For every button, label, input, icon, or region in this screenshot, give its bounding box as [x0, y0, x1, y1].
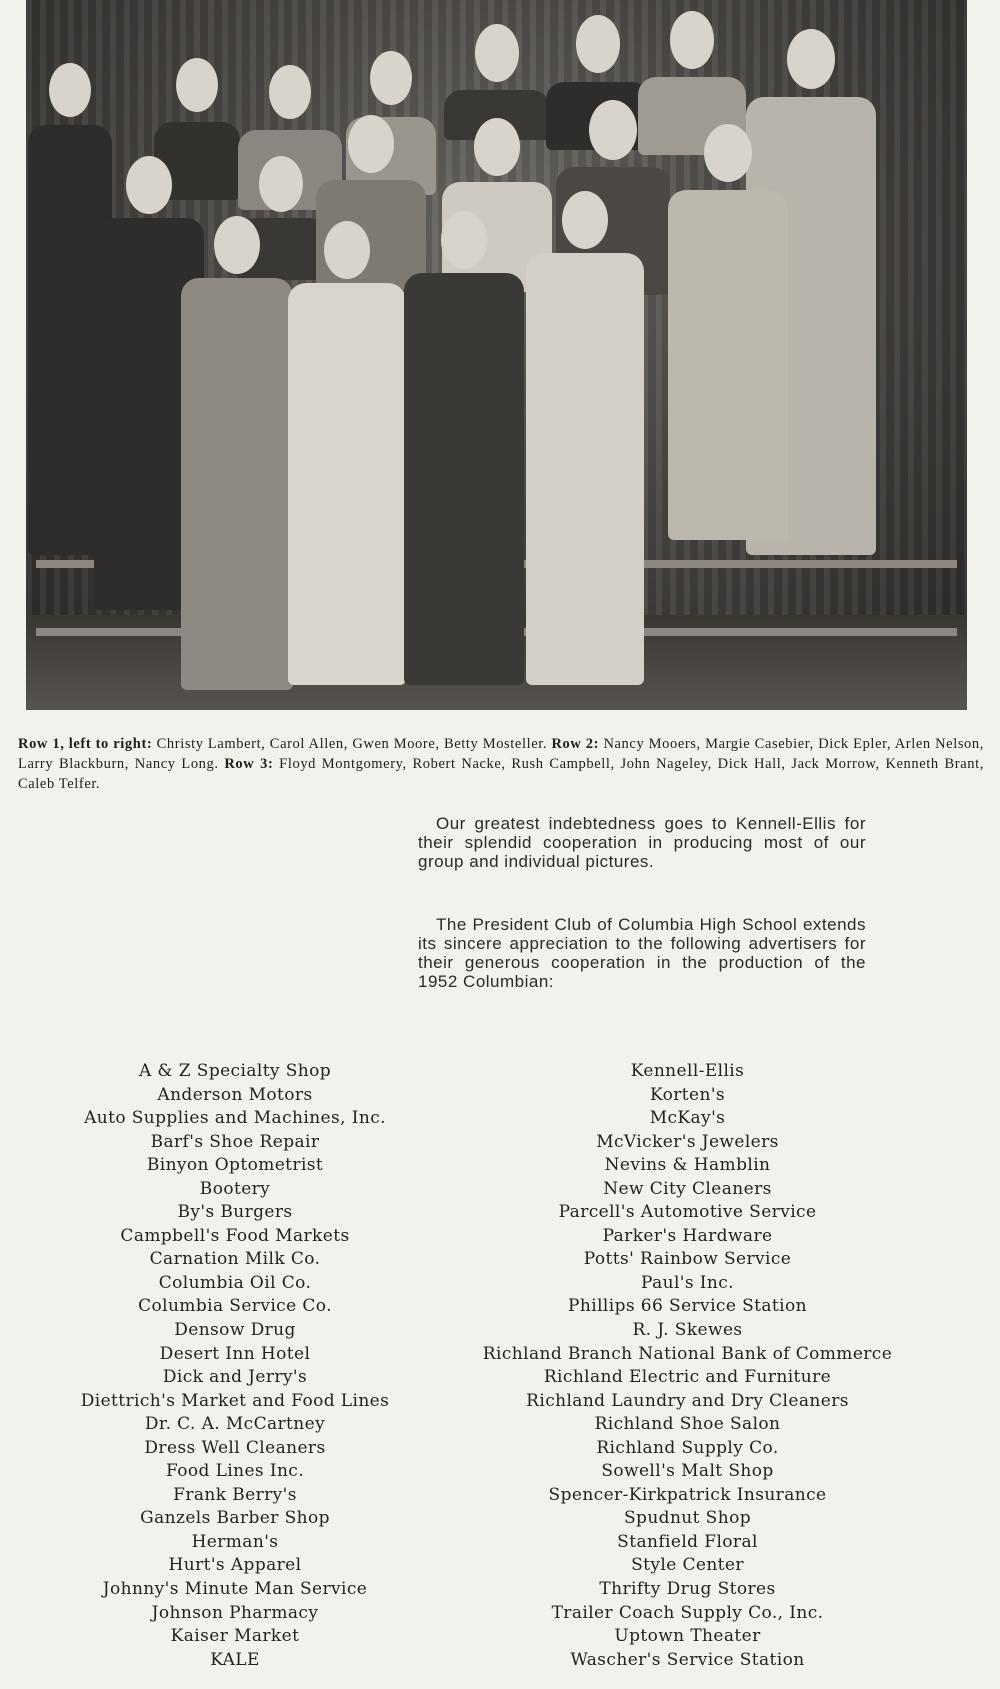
- advertiser-name: Richland Electric and Furniture: [543, 1367, 832, 1388]
- person-figure: [668, 120, 788, 540]
- advertiser-name: Kaiser Market: [170, 1626, 300, 1647]
- advertiser-list-right: [450, 1060, 925, 1672]
- advertiser-name: Diettrich's Market and Food Lines: [80, 1390, 390, 1411]
- advertiser-name: Dr. C. A. McCartney: [144, 1414, 326, 1435]
- advertiser-name: Dress Well Cleaners: [144, 1437, 326, 1458]
- advertiser-name: Densow Drug: [174, 1320, 296, 1341]
- advertiser-name: Ganzels Barber Shop: [140, 1508, 330, 1529]
- advertiser-name: Campbell's Food Markets: [120, 1225, 350, 1246]
- acknowledgement-advertisers: [418, 915, 866, 991]
- advertiser-name: Stanfield Floral: [617, 1531, 758, 1552]
- advertiser-name: Auto Supplies and Machines, Inc.: [84, 1108, 386, 1129]
- row1-names: Christy Lambert, Carol Allen, Gwen Moore, Betty Mosteller.: [156, 736, 548, 752]
- advertiser-name: Wascher's Service Station: [570, 1649, 805, 1670]
- advertiser-name: Binyon Optometrist: [146, 1155, 324, 1176]
- advertiser-name: McVicker's Jewelers: [596, 1131, 779, 1152]
- advertiser-name: Columbia Oil Co.: [158, 1272, 312, 1293]
- advertiser-name: Richland Supply Co.: [596, 1437, 779, 1458]
- advertiser-name: By's Burgers: [177, 1202, 293, 1223]
- row3-label: Row 3:: [224, 756, 274, 772]
- advertiser-name: Food Lines Inc.: [165, 1461, 305, 1482]
- advertiser-name: Spudnut Shop: [623, 1508, 751, 1529]
- advertiser-name: Kennell-Ellis: [630, 1061, 745, 1081]
- advertiser-name: Parcell's Automotive Service: [558, 1202, 817, 1223]
- row1-label: Row 1, left to right:: [18, 736, 153, 752]
- advertiser-name: Uptown Theater: [614, 1626, 761, 1647]
- advertiser-name: Barf's Shoe Repair: [150, 1131, 320, 1152]
- advertiser-name: Columbia Service Co.: [138, 1296, 332, 1317]
- advertiser-name: Parker's Hardware: [602, 1225, 773, 1246]
- advertiser-name: Paul's Inc.: [641, 1272, 734, 1293]
- acknowledgement-paragraph: The President Club of Columbia High School extends its sincere appreciation to the following advertisers for their generous cooperation in the production of the 1952 Columbian:: [418, 915, 866, 991]
- advertiser-name: Trailer Coach Supply Co., Inc.: [551, 1602, 824, 1623]
- advertiser-name: Frank Berry's: [173, 1484, 297, 1505]
- advertiser-name: Desert Inn Hotel: [159, 1343, 311, 1364]
- row2-names: Nancy Mooers, Margie Casebier, Dick Epler, Arlen Nelson, Larry Blackburn, Nancy Long.: [18, 736, 984, 772]
- advertiser-name: Dick and Jerry's: [162, 1367, 308, 1388]
- person-figure: [288, 215, 406, 685]
- advertiser-name: Richland Branch National Bank of Commerce: [482, 1343, 893, 1364]
- acknowledgement-photographer: [418, 814, 866, 871]
- row3-names: Floyd Montgomery, Robert Nacke, Rush Campbell, John Nageley, Dick Hall, Jack Morrow, Kenneth Brant, Caleb Telfer.: [18, 756, 984, 792]
- advertiser-name: A & Z Specialty Shop: [138, 1061, 332, 1081]
- row2-label: Row 2:: [551, 736, 600, 752]
- advertiser-list-left: [40, 1060, 430, 1672]
- photo-caption: [18, 734, 984, 794]
- person-figure: [404, 205, 524, 685]
- advertiser-name: Hurt's Apparel: [168, 1555, 302, 1576]
- person-figure: [526, 185, 644, 685]
- advertiser-name: Sowell's Malt Shop: [601, 1461, 774, 1482]
- advertiser-name: Johnson Pharmacy: [151, 1602, 319, 1623]
- advertiser-name: Bootery: [199, 1178, 271, 1199]
- advertiser-name: New City Cleaners: [603, 1178, 772, 1199]
- advertiser-name: R. J. Skewes: [632, 1320, 743, 1341]
- acknowledgement-paragraph: Our greatest indebtedness goes to Kennell-Ellis for their splendid cooperation in producing most of our group and individual pictures.: [418, 814, 866, 871]
- advertiser-name: Spencer-Kirkpatrick Insurance: [548, 1484, 827, 1505]
- advertiser-name: Potts' Rainbow Service: [583, 1249, 792, 1270]
- person-figure: [181, 210, 293, 690]
- advertiser-name: Korten's: [649, 1084, 726, 1105]
- advertiser-name: Style Center: [631, 1555, 744, 1576]
- advertiser-name: McKay's: [649, 1108, 726, 1129]
- advertiser-name: Nevins & Hamblin: [604, 1155, 771, 1176]
- advertiser-name: Herman's: [191, 1531, 279, 1552]
- group-photo: [26, 0, 967, 710]
- advertiser-name: Thrifty Drug Stores: [599, 1579, 776, 1600]
- advertiser-name: Phillips 66 Service Station: [568, 1296, 807, 1317]
- advertiser-name: Johnny's Minute Man Service: [102, 1579, 368, 1600]
- advertiser-name: Richland Shoe Salon: [594, 1414, 781, 1435]
- advertiser-name: KALE: [210, 1649, 260, 1670]
- advertiser-name: Richland Laundry and Dry Cleaners: [526, 1390, 849, 1411]
- advertiser-name: Anderson Motors: [157, 1084, 313, 1105]
- advertiser-name: Carnation Milk Co.: [149, 1249, 321, 1270]
